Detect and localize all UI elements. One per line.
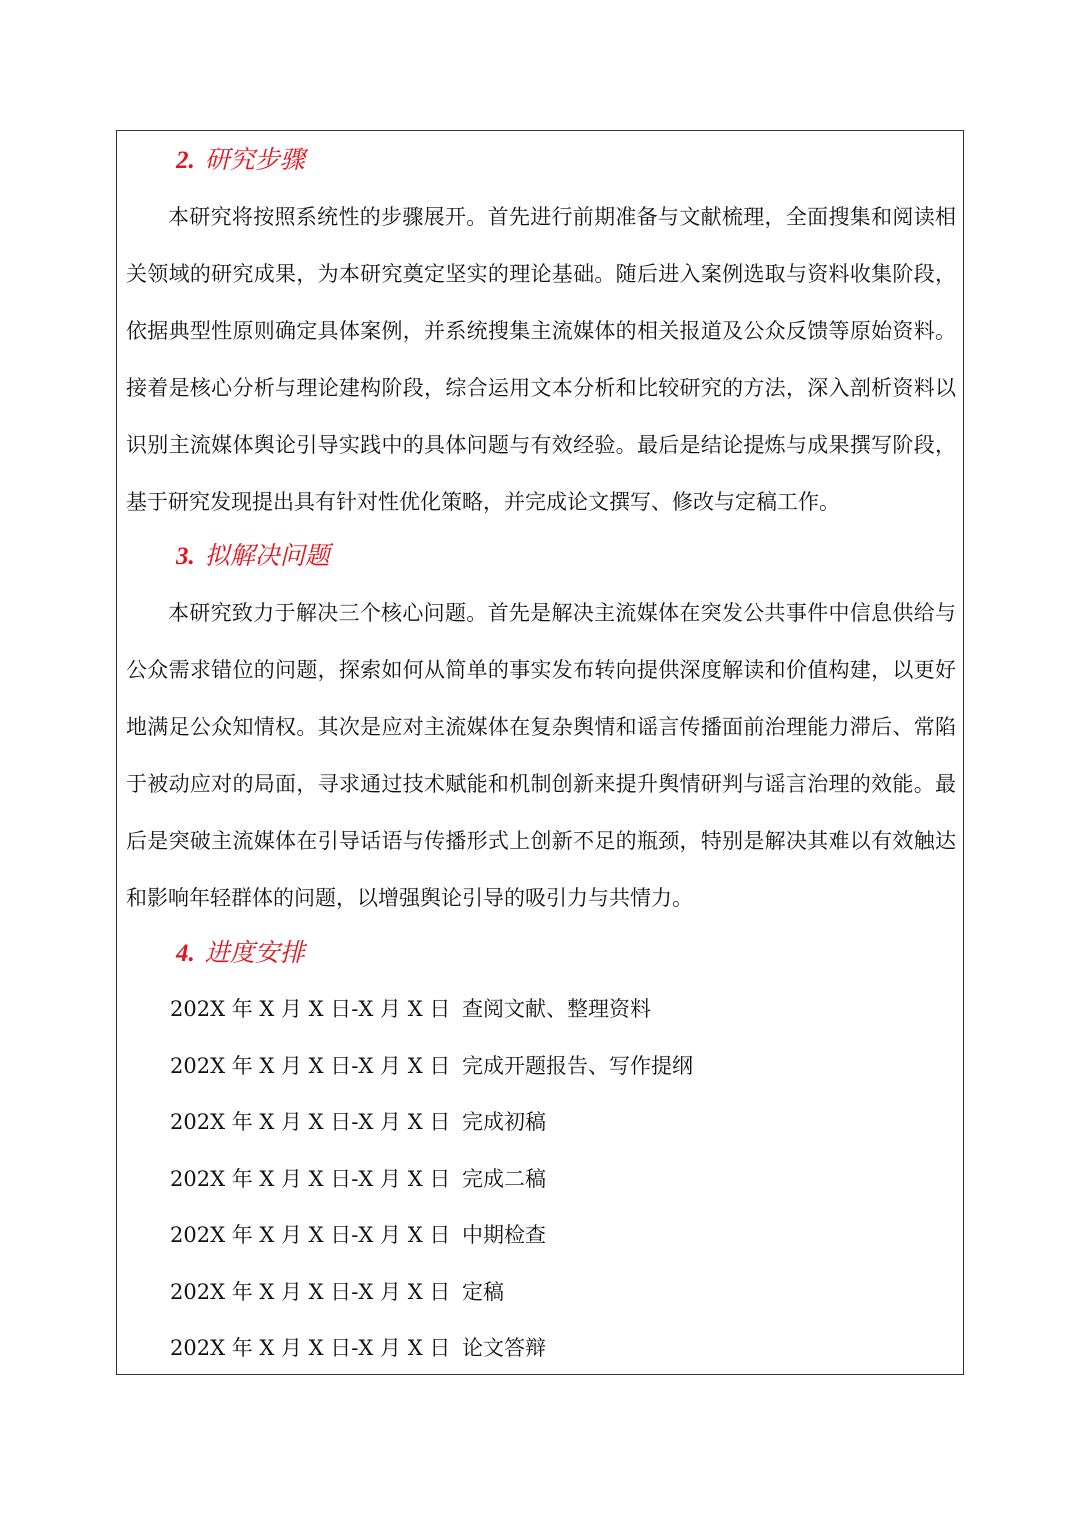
schedule-row (170, 1038, 693, 1095)
schedule-row (170, 1207, 693, 1264)
section-heading-research-steps (176, 147, 305, 173)
section-heading-problems (176, 543, 330, 569)
schedule-date: 202X 年 X 月 X 日-X 月 X 日 (170, 1279, 451, 1304)
research-steps-paragraph: 本研究将按照系统性的步骤展开。首先进行前期准备与文献梳理，全面搜集和阅读相关领域的研究成果，为本研究奠定坚实的理论基础。随后进入案例选取与资料收集阶段，依据典型性原则确定具体案例，并系统搜集主流媒体的相关报道及公众反馈等原始资料。接着是核心分析与理论建构阶段，综合运用文本分析和比较研究的方法，深入剖析资料以识别主流媒体舆论引导实践中的具体问题与有效经验。最后是结论提炼与成果撰写阶段，基于研究发现提出具有针对性优化策略，并完成论文撰写、修改与定稿工作。 (126, 205, 956, 514)
schedule-date: 202X 年 X 月 X 日-X 月 X 日 (170, 1223, 451, 1247)
section-title: 拟解决问题 (204, 541, 330, 570)
problems-paragraph: 本研究致力于解决三个核心问题。首先是解决主流媒体在突发公共事件中信息供给与公众需求错位的问题，探索如何从简单的事实发布转向提供深度解读和价值构建，以更好地满足公众知情权。其次是应对主流媒体在复杂舆情和谣言传播面前治理能力滞后、常陷于被动应对的局面，寻求通过技术赋能和机制创新来提升舆情研判与谣言治理的效能。最后是突破主流媒体在引导话语与传播形式上创新不足的瓶颈，特别是解决其难以有效触达和影响年轻群体的问题，以增强舆论引导的吸引力与共情力。 (126, 601, 956, 910)
schedule-row (170, 1094, 693, 1151)
schedule-date: 202X 年 X 月 X 日-X 月 X 日 (170, 1336, 451, 1360)
section-heading-schedule (176, 940, 305, 966)
schedule-row (170, 1151, 693, 1208)
schedule-list (170, 981, 693, 1377)
schedule-task: 定稿 (462, 1279, 504, 1304)
section-number: 4. (176, 940, 195, 967)
section-title: 研究步骤 (204, 145, 305, 174)
section-title: 进度安排 (204, 938, 305, 967)
schedule-task: 论文答辩 (462, 1336, 546, 1360)
section-number: 3. (176, 543, 195, 570)
schedule-task: 完成开题报告、写作提纲 (462, 1053, 693, 1078)
schedule-task: 查阅文献、整理资料 (462, 997, 651, 1021)
schedule-date: 202X 年 X 月 X 日-X 月 X 日 (170, 1166, 451, 1191)
schedule-task: 完成二稿 (462, 1166, 546, 1191)
schedule-row (170, 1320, 693, 1377)
schedule-row (170, 981, 693, 1038)
schedule-date: 202X 年 X 月 X 日-X 月 X 日 (170, 1053, 451, 1078)
schedule-date: 202X 年 X 月 X 日-X 月 X 日 (170, 1110, 451, 1134)
schedule-task: 完成初稿 (462, 1110, 546, 1134)
schedule-task: 中期检查 (462, 1223, 546, 1247)
schedule-date: 202X 年 X 月 X 日-X 月 X 日 (170, 997, 451, 1021)
schedule-row (170, 1264, 693, 1321)
section-number: 2. (176, 147, 195, 174)
